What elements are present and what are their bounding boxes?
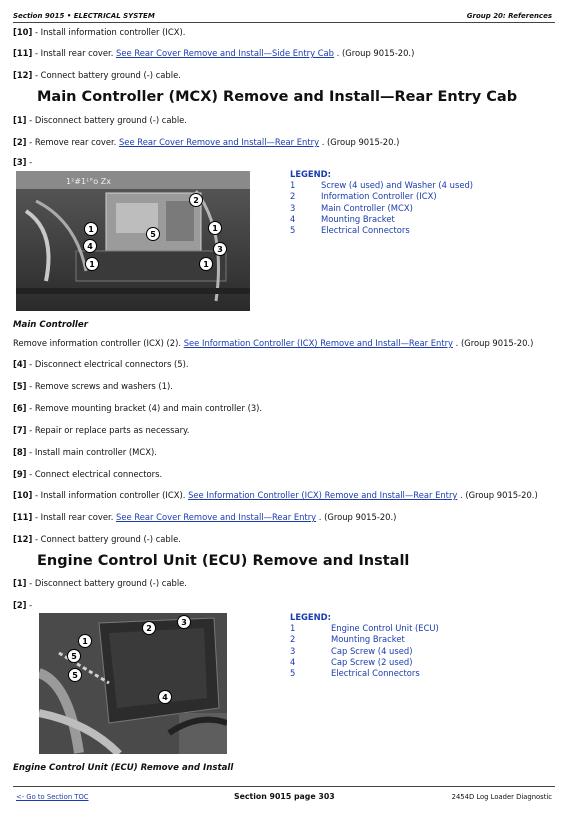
step-9: [9] - Connect electrical connectors.	[13, 469, 163, 479]
step-11: [11] - Install rear cover. See Rear Cover Remove and Install—Rear Entry . (Group 9015-20.)	[13, 512, 397, 522]
svg-text:5: 5	[72, 671, 78, 680]
step-7: [7] - Repair or replace parts as necessary.	[13, 425, 190, 435]
svg-text:5: 5	[71, 652, 77, 661]
legend-mcx	[290, 169, 473, 236]
legend-ecu	[290, 612, 439, 679]
caption-main-controller: Main Controller	[13, 320, 88, 330]
callout-1a	[85, 223, 98, 236]
link-icx-rear-install[interactable]: See Information Controller (ICX) Remove and Install—Rear Entry	[188, 490, 458, 500]
link-icx-rear[interactable]: See Information Controller (ICX) Remove and Install—Rear Entry	[183, 338, 454, 348]
svg-text:4: 4	[162, 693, 168, 702]
step-top-10: [10] - Install information controller (ICX).	[13, 27, 186, 37]
callout-2	[190, 194, 203, 207]
legend-item: 3 Main Controller (MCX)	[290, 202, 413, 213]
header-group: Group 20: References	[466, 12, 552, 20]
svg-text:1: 1	[82, 637, 88, 646]
photo-label-text: 1²#1¹°o Zx	[66, 177, 111, 186]
svg-text:1: 1	[203, 260, 209, 269]
legend-item: 1 Screw (4 used) and Washer (4 used)	[290, 180, 474, 191]
svg-text:1: 1	[88, 225, 94, 234]
ecu-callout-2	[143, 622, 156, 635]
ecu-callout-4	[159, 691, 172, 704]
ecu-callout-3	[178, 616, 191, 629]
legend-item: 5 Electrical Connectors	[290, 668, 420, 679]
step-3-text: Remove information controller (ICX) (2). See Information Controller (ICX) Remove and Install—Rear Entry . (Group 9015-20.)	[13, 338, 534, 348]
footer-manual: 2454D Log Loader Diagnostic	[451, 793, 552, 801]
step-8: [8] - Install main controller (MCX).	[13, 447, 157, 457]
step-1: [1] - Disconnect battery ground (-) cable.	[13, 115, 187, 125]
link-rear-cover-rear[interactable]: See Rear Cover Remove and Install—Rear Entry	[118, 137, 320, 147]
legend-title: LEGEND:	[290, 612, 331, 622]
callout-5	[147, 228, 160, 241]
step-top-11: [11] - Install rear cover. See Rear Cover Remove and Install—Side Entry Cab . (Group 9015-20.)	[13, 48, 415, 58]
svg-text:4: 4	[87, 242, 93, 251]
legend-item: 4 Cap Screw (2 used)	[290, 656, 413, 667]
step-3: [3] -	[13, 157, 33, 167]
step-5: [5] - Remove screws and washers (1).	[13, 381, 173, 391]
step-6: [6] - Remove mounting bracket (4) and main controller (3).	[13, 403, 263, 413]
ecu-photo	[39, 613, 227, 754]
step-top-12: [12] - Connect battery ground (-) cable.	[13, 70, 181, 80]
link-rear-cover-side[interactable]: See Rear Cover Remove and Install—Side Entry Cab	[116, 48, 335, 58]
callout-1c	[209, 222, 222, 235]
step-12: [12] - Connect battery ground (-) cable.	[13, 534, 181, 544]
svg-text:2: 2	[146, 624, 152, 633]
footer-page: Section 9015 page 303	[234, 792, 335, 801]
callout-3	[214, 243, 227, 256]
link-rear-cover-rear-install[interactable]: See Rear Cover Remove and Install—Rear Entry	[116, 512, 317, 522]
legend-item: 1 Engine Control Unit (ECU)	[290, 623, 439, 634]
section-title-ecu: Engine Control Unit (ECU) Remove and Install	[37, 553, 410, 569]
go-to-section-toc-link[interactable]: <- Go to Section TOC	[16, 793, 89, 801]
ecu-callout-1	[79, 635, 92, 648]
svg-text:1: 1	[89, 260, 95, 269]
legend-item: 4 Mounting Bracket	[290, 213, 395, 224]
legend-title: LEGEND:	[290, 169, 331, 179]
header-section: Section 9015 • ELECTRICAL SYSTEM	[13, 12, 155, 20]
svg-text:1: 1	[212, 224, 218, 233]
svg-text:3: 3	[217, 245, 223, 254]
step-10: [10] - Install information controller (ICX). See Information Controller (ICX) Remove and Install—Rear Entry . (Group 9015-20.)	[13, 490, 538, 500]
legend-item: 5 Electrical Connectors	[290, 225, 410, 236]
legend-item: 3 Cap Screw (4 used)	[290, 645, 413, 656]
legend-item: 2 Mounting Bracket	[290, 634, 405, 645]
step-2: [2] - Remove rear cover. See Rear Cover Remove and Install—Rear Entry . (Group 9015-20.)	[13, 137, 400, 147]
callout-1b	[86, 258, 99, 271]
main-controller-photo	[16, 171, 250, 311]
section-title-mcx: Main Controller (MCX) Remove and Install—Rear Entry Cab	[37, 89, 518, 105]
header-rule	[13, 22, 555, 23]
footer-rule	[13, 786, 555, 787]
callout-4	[84, 240, 97, 253]
ecu-callout-5b	[69, 669, 82, 682]
ecu-step-1: [1] - Disconnect battery ground (-) cable.	[13, 578, 187, 588]
ecu-step-2: [2] -	[13, 600, 33, 610]
svg-text:2: 2	[193, 196, 199, 205]
svg-text:5: 5	[150, 230, 156, 239]
svg-text:3: 3	[181, 618, 187, 627]
caption-ecu: Engine Control Unit (ECU) Remove and Install	[13, 763, 234, 773]
callout-1d	[200, 258, 213, 271]
legend-item: 2 Information Controller (ICX)	[290, 191, 437, 202]
ecu-callout-5a	[68, 650, 81, 663]
step-4: [4] - Disconnect electrical connectors (5).	[13, 359, 189, 369]
